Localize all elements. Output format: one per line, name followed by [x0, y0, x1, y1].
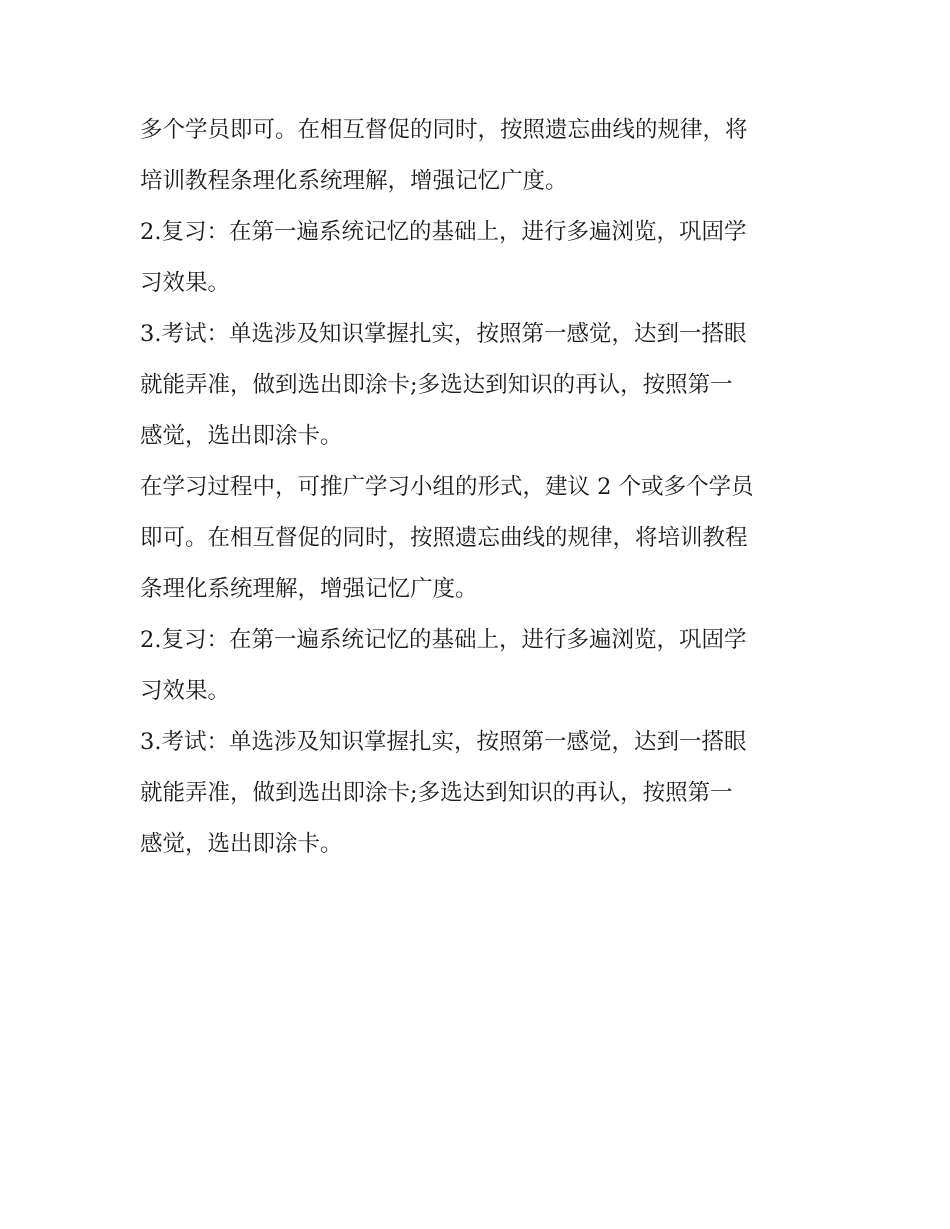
text-line: 3.考试：单选涉及知识掌握扎实，按照第一感觉，达到一搭眼	[140, 729, 747, 755]
text-line: 在学习过程中，可推广学习小组的形式，建议 2 个或多个学员	[140, 474, 754, 500]
text-line: 感觉，选出即涂卡。	[140, 423, 343, 449]
text-line: 条理化系统理解，增强记忆广度。	[140, 576, 478, 602]
text-line: 2.复习：在第一遍系统记忆的基础上，进行多遍浏览，巩固学	[140, 627, 747, 653]
document-body	[140, 105, 820, 870]
text-line: 就能弄准，做到选出即涂卡;多选达到知识的再认，按照第一	[140, 780, 733, 806]
text-line: 多个学员即可。在相互督促的同时，按照遗忘曲线的规律，将	[140, 117, 748, 143]
text-line: 感觉，选出即涂卡。	[140, 831, 343, 857]
text-line: 习效果。	[140, 270, 231, 296]
text-line: 即可。在相互督促的同时，按照遗忘曲线的规律，将培训教程	[140, 525, 748, 551]
text-line: 培训教程条理化系统理解，增强记忆广度。	[140, 168, 568, 194]
text-line: 就能弄准，做到选出即涂卡;多选达到知识的再认，按照第一	[140, 372, 733, 398]
text-line: 习效果。	[140, 678, 231, 704]
text-line: 2.复习：在第一遍系统记忆的基础上，进行多遍浏览，巩固学	[140, 219, 747, 245]
text-line: 3.考试：单选涉及知识掌握扎实，按照第一感觉，达到一搭眼	[140, 321, 747, 347]
